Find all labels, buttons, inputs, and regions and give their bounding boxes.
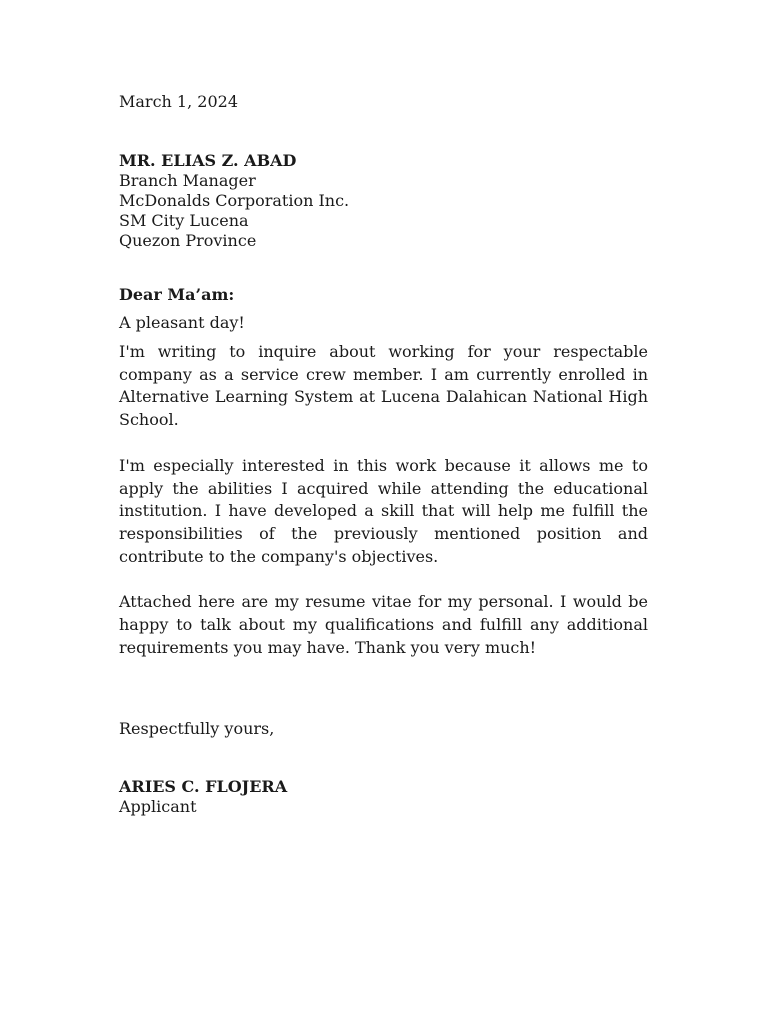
application-letter — [119, 92, 648, 817]
signature-block — [119, 777, 648, 817]
salutation: Dear Ma’am: — [119, 285, 235, 304]
recipient-name: MR. ELIAS Z. ABAD — [119, 151, 297, 170]
recipient-province: Quezon Province — [119, 231, 257, 250]
recipient-block — [119, 151, 648, 251]
greeting: A pleasant day! — [119, 313, 245, 332]
signatory-name: ARIES C. FLOJERA — [119, 777, 288, 797]
recipient-location: SM City Lucena — [119, 211, 249, 230]
body-paragraph-2: I'm especially interested in this work because it allows me to apply the abilities I acquired while attending the educational institution. I have developed a skill that will help me fulfill the responsibilities of the previously mentioned position and contribute to the company's objectives. — [119, 455, 648, 566]
recipient-company: McDonalds Corporation Inc. — [119, 191, 350, 210]
body-paragraph-1: I'm writing to inquire about working for your respectable company as a service crew member. I am currently enrolled in Alternative Learning System at Lucena Dalahican National High School. — [119, 342, 648, 430]
letter-date: March 1, 2024 — [119, 92, 238, 111]
signatory-role: Applicant — [119, 797, 197, 817]
body-paragraph-3: Attached here are my resume vitae for my personal. I would be happy to talk about my qualifications and fulfill any additional requirements you may have. Thank you very much! — [119, 592, 648, 657]
closing: Respectfully yours, — [119, 719, 275, 739]
recipient-title: Branch Manager — [119, 171, 256, 190]
